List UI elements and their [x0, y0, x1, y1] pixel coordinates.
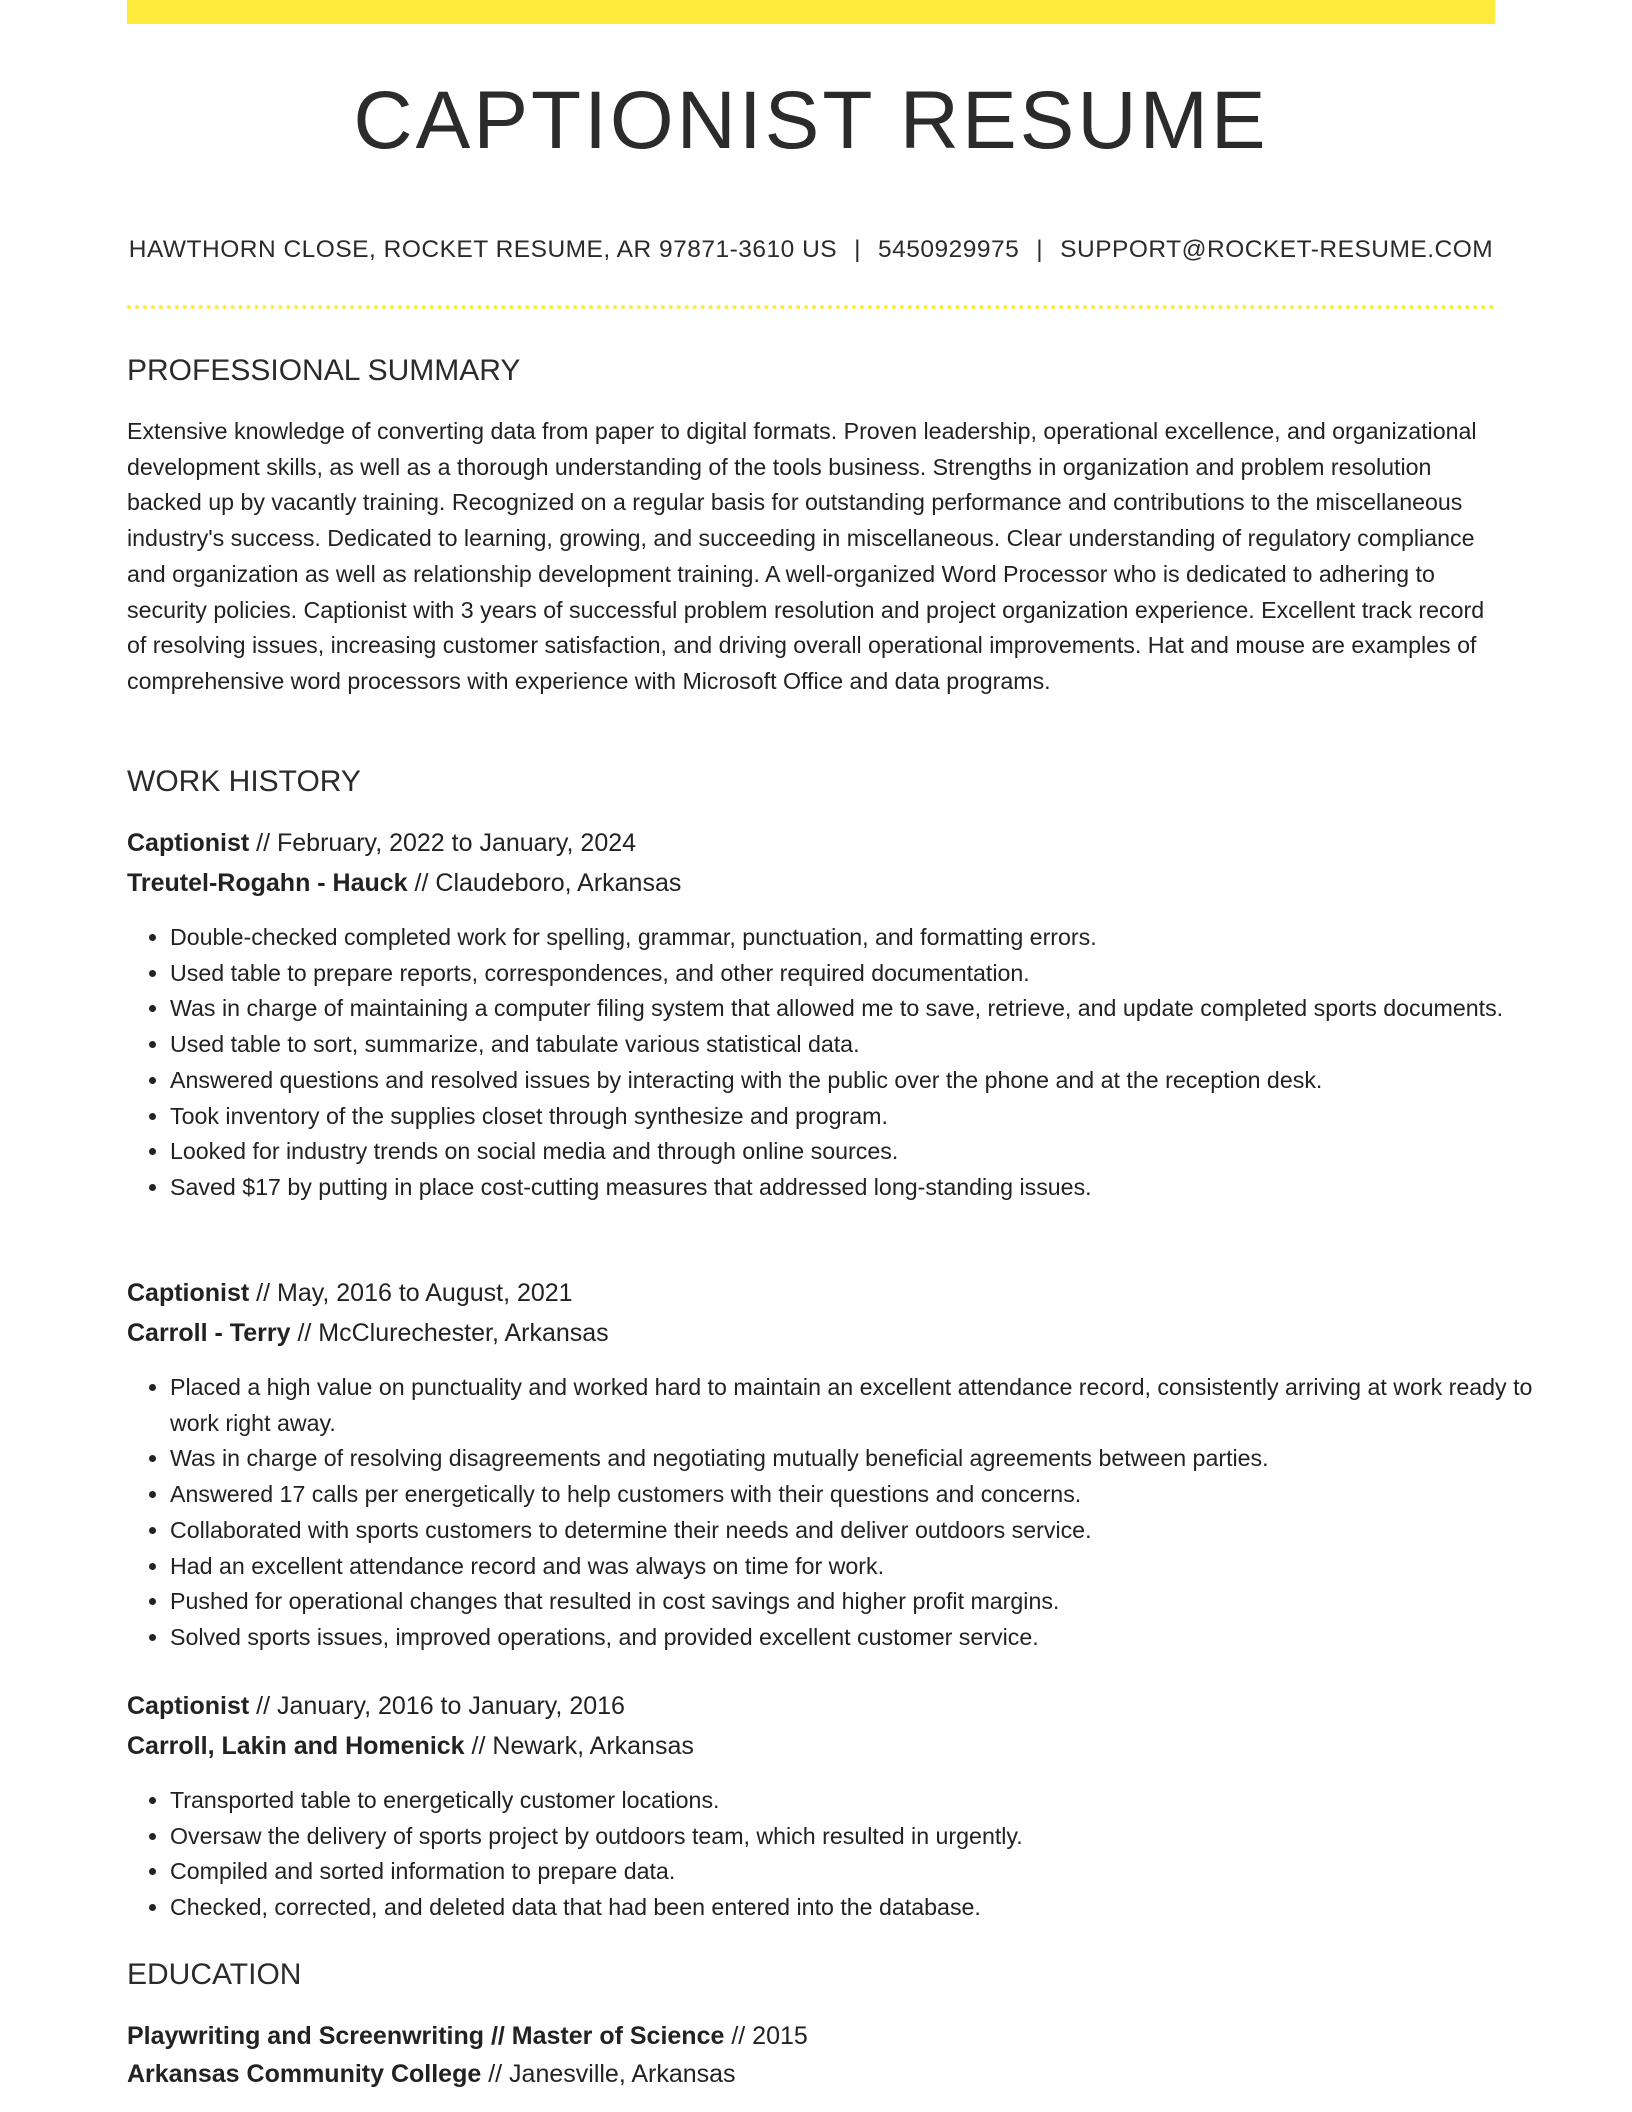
job-location: // Claudeboro, Arkansas: [414, 869, 682, 897]
accent-top-bar: [127, 0, 1495, 24]
contact-phone: 5450929975: [878, 236, 1020, 263]
job-bullets: [127, 1370, 1540, 1656]
job-company: Carroll, Lakin and Homenick: [127, 1732, 465, 1760]
education-heading: EDUCATION: [127, 1958, 302, 1991]
contact-separator: |: [854, 236, 862, 263]
job-role: Captionist: [127, 1692, 250, 1720]
list-item: • Answered questions and resolved issues by interacting with the public over the phone and at the reception desk.: [170, 1063, 1540, 1099]
job-company: Treutel-Rogahn - Hauck: [127, 869, 408, 897]
education-location: // Janesville, Arkansas: [488, 2060, 736, 2088]
job-location: // Newark, Arkansas: [471, 1732, 694, 1760]
job-title-line: [127, 1277, 573, 1310]
job-role: Captionist: [127, 829, 250, 857]
list-item: • Looked for industry trends on social media and through online sources.: [170, 1134, 1540, 1170]
list-item: • Double-checked completed work for spelling, grammar, punctuation, and formatting errors.: [170, 920, 1540, 956]
list-item: • Was in charge of maintaining a computer filing system that allowed me to save, retrieve, and update completed sports documents.: [170, 991, 1540, 1027]
list-item: • Collaborated with sports customers to determine their needs and deliver outdoors service.: [170, 1513, 1540, 1549]
job-company-line: [127, 867, 681, 900]
list-item: • Used table to prepare reports, correspondences, and other required documentation.: [170, 956, 1540, 992]
job-title-line: [127, 1690, 625, 1723]
list-item: • Saved $17 by putting in place cost-cutting measures that addressed long-standing issues.: [170, 1170, 1540, 1206]
job-location: // McClurechester, Arkansas: [297, 1319, 609, 1347]
job-company-line: [127, 1317, 609, 1350]
dotted-divider: [127, 305, 1495, 309]
job-dates: // January, 2016 to January, 2016: [256, 1692, 625, 1720]
summary-heading: PROFESSIONAL SUMMARY: [127, 354, 521, 387]
education-year: // 2015: [731, 2022, 808, 2050]
job-company-line: [127, 1730, 694, 1763]
education-school-line: [127, 2058, 736, 2091]
job-bullets: [127, 1783, 1540, 1926]
summary-text: Extensive knowledge of converting data from paper to digital formats. Proven leadership, operational excellence, and organizational development skills, as well as a thorough understanding of the tools business. Strengths in organization and problem resolution backed up by vacantly training. Recognized on a regular basis for outstanding performance and contributions to the miscellaneous industry's success. Dedicated to learning, growing, and succeeding in miscellaneous. Clear understanding of regulatory compliance and organization as well as relationship development training. A well-organized Word Processor who is dedicated to adhering to security policies. Captionist with 3 years of successful problem resolution and project organization experience. Excellent track record of resolving issues, increasing customer satisfaction, and driving overall operational improvements. Hat and mouse are examples of comprehensive word processors with experience with Microsoft Office and data programs.: [127, 418, 1485, 694]
contact-address: HAWTHORN CLOSE, ROCKET RESUME, AR 97871-3610 US: [128, 236, 838, 263]
job-bullets: [127, 920, 1540, 1206]
education-degree: Playwriting and Screenwriting // Master of Science: [127, 2022, 725, 2050]
contact-line: [127, 236, 1495, 264]
education-degree-line: [127, 2020, 808, 2053]
job-title-line: [127, 827, 636, 860]
list-item: • Compiled and sorted information to prepare data.: [170, 1854, 1540, 1890]
list-item: • Pushed for operational changes that resulted in cost savings and higher profit margins.: [170, 1584, 1540, 1620]
job-dates: // May, 2016 to August, 2021: [256, 1279, 573, 1307]
job-role: Captionist: [127, 1279, 250, 1307]
job-dates: // February, 2022 to January, 2024: [256, 829, 637, 857]
contact-separator: |: [1036, 236, 1044, 263]
education-school: Arkansas Community College: [127, 2060, 482, 2088]
list-item: • Checked, corrected, and deleted data that had been entered into the database.: [170, 1890, 1540, 1926]
list-item: • Had an excellent attendance record and was always on time for work.: [170, 1549, 1540, 1585]
job-company: Carroll - Terry: [127, 1319, 291, 1347]
list-item: • Used table to sort, summarize, and tabulate various statistical data.: [170, 1027, 1540, 1063]
list-item: • Oversaw the delivery of sports project by outdoors team, which resulted in urgently.: [170, 1819, 1540, 1855]
contact-email: SUPPORT@ROCKET-RESUME.COM: [1060, 236, 1494, 263]
list-item: • Answered 17 calls per energetically to help customers with their questions and concerns.: [170, 1477, 1540, 1513]
resume-title: CAPTIONIST RESUME: [353, 75, 1269, 166]
work-history-heading: WORK HISTORY: [127, 765, 361, 798]
list-item: • Was in charge of resolving disagreements and negotiating mutually beneficial agreements between parties.: [170, 1441, 1540, 1477]
list-item: • Transported table to energetically customer locations.: [170, 1783, 1540, 1819]
list-item: • Took inventory of the supplies closet through synthesize and program.: [170, 1099, 1540, 1135]
list-item: • Placed a high value on punctuality and worked hard to maintain an excellent attendance record, consistently arriving at work ready to work right away.: [170, 1370, 1540, 1441]
list-item: • Solved sports issues, improved operations, and provided excellent customer service.: [170, 1620, 1540, 1656]
